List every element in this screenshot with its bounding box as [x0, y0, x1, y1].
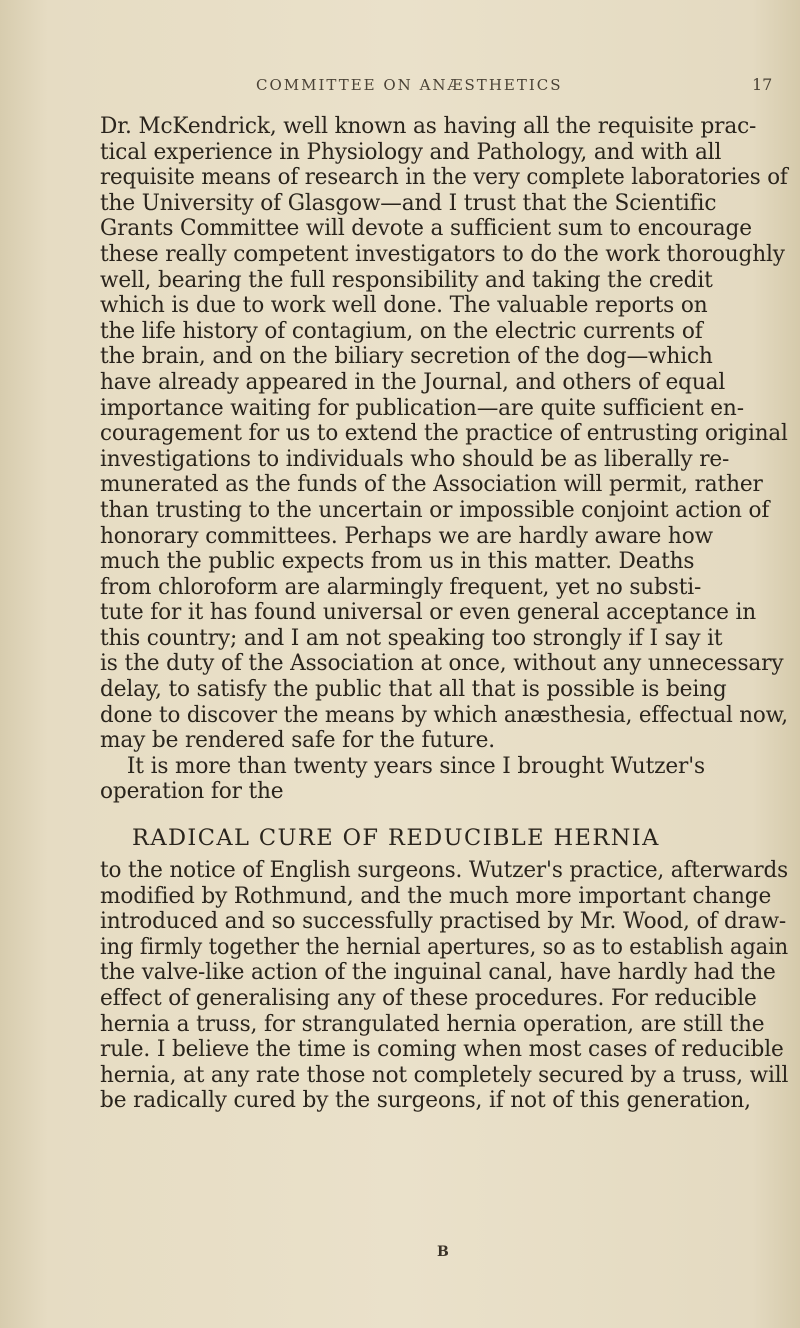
text-line: well, bearing the full responsibility and taking the credit [100, 267, 713, 293]
text-line: munerated as the funds of the Association will permit, rather [100, 472, 763, 498]
text-line: be radically cured by the surgeons, if not of this generation, [100, 1088, 751, 1114]
text-line: the valve-like action of the inguinal canal, have hardly had the [100, 960, 776, 986]
text-line: than trusting to the uncertain or impossible conjoint action of [100, 497, 770, 523]
text-line: the life history of contagium, on the electric currents of [100, 318, 703, 344]
text-line: importance waiting for publication—are quite sufficient en- [100, 395, 744, 421]
text-line: investigations to individuals who should be as liberally re- [100, 446, 730, 472]
paragraph-2 [100, 754, 800, 805]
text-line: couragement for us to extend the practice of entrusting original [100, 421, 788, 447]
text-line: operation for the [100, 779, 284, 805]
text-line: delay, to satisfy the public that all that is possible is being [100, 677, 727, 703]
text-line: much the public expects from us in this matter. Deaths [100, 549, 695, 575]
section-heading: RADICAL CURE OF REDUCIBLE HERNIA [132, 825, 660, 852]
page-number: 17 [752, 75, 773, 94]
text-line: the brain, and on the biliary secretion of the dog—which [100, 344, 713, 370]
text-line: this country; and I am not speaking too strongly if I say it [100, 625, 723, 651]
paragraph-3 [100, 858, 800, 1114]
text-line: rule. I believe the time is coming when most cases of reducible [100, 1037, 784, 1063]
text-line: Dr. McKendrick, well known as having all the requisite prac- [100, 114, 757, 139]
signature-mark: B [437, 1244, 449, 1260]
text-line: introduced and so successfully practised by Mr. Wood, of draw- [100, 909, 787, 935]
text-line: hernia, at any rate those not completely secured by a truss, will [100, 1062, 789, 1088]
text-line: requisite means of research in the very complete laboratories of [100, 165, 788, 191]
paragraph-1 [100, 114, 800, 754]
body-text [100, 114, 800, 1114]
text-line: modified by Rothmund, and the much more important change [100, 883, 772, 909]
text-line: have already appeared in the Journal, and others of equal [100, 369, 726, 395]
text-line: It is more than twenty years since I brought Wutzer's [100, 753, 705, 779]
text-line: the University of Glasgow—and I trust that the Scientific [100, 190, 717, 216]
text-line: which is due to work well done. The valuable reports on [100, 293, 708, 319]
text-line: done to discover the means by which anæsthesia, effectual now, [100, 702, 788, 728]
text-line: tical experience in Physiology and Pathology, and with all [100, 139, 722, 165]
running-title: COMMITTEE ON ANÆSTHETICS [256, 76, 563, 94]
text-line: from chloroform are alarmingly frequent, yet no substi- [100, 574, 702, 600]
text-line: is the duty of the Association at once, without any unnecessary [100, 651, 784, 677]
text-line: effect of generalising any of these procedures. For reducible [100, 986, 757, 1011]
text-line: these really competent investigators to do the work thoroughly [100, 241, 785, 267]
text-line: ing firmly together the hernial apertures, so as to establish again [100, 934, 789, 960]
text-line: Grants Committee will devote a sufficient sum to encourage [100, 216, 752, 242]
text-line: tute for it has found universal or even general acceptance in [100, 600, 757, 626]
running-head [0, 76, 800, 104]
text-line: may be rendered safe for the future. [100, 728, 495, 754]
text-line: honorary committees. Perhaps we are hardly aware how [100, 523, 713, 549]
text-line: hernia a truss, for strangulated hernia operation, are still the [100, 1011, 765, 1037]
text-line: to the notice of English surgeons. Wutzer's practice, afterwards [100, 858, 789, 884]
